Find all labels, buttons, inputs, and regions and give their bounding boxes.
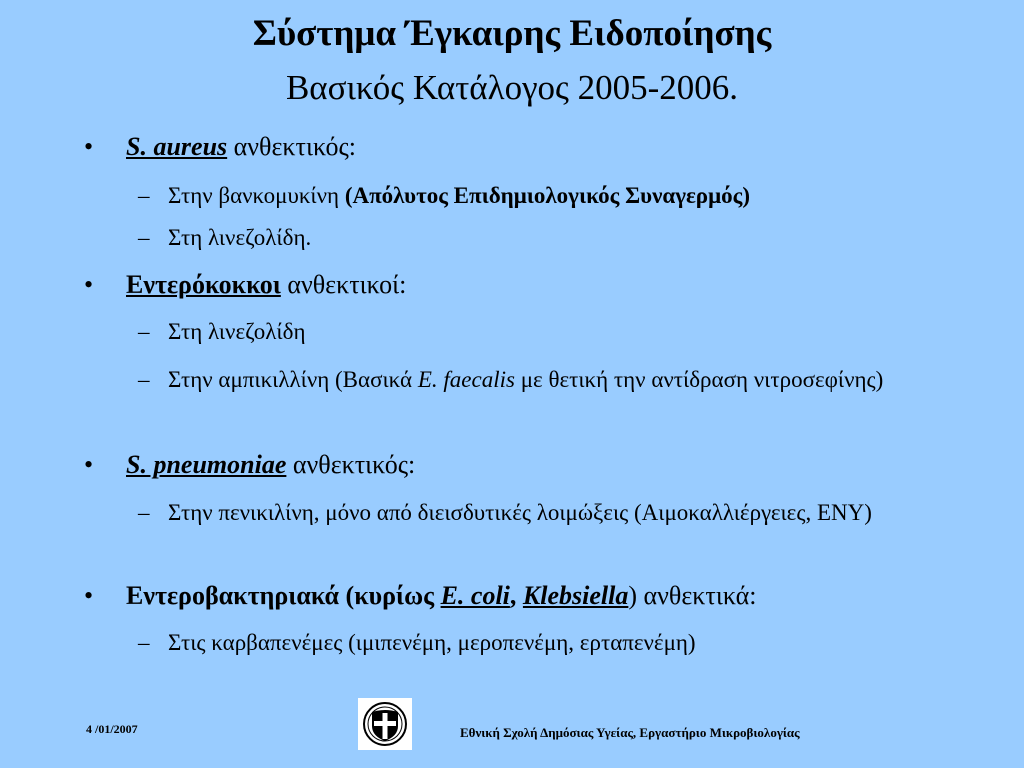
bullet-text: ανθεκτικοί:	[280, 270, 407, 299]
sub-item	[138, 626, 998, 660]
slide-title: Σύστημα Έγκαιρης Ειδοποίησης	[252, 13, 772, 54]
bullet-text: Εντεροβακτηριακά (κυρίως	[126, 581, 441, 610]
sub-text: με θετική την αντίδραση νιτροσεφίνης)	[514, 367, 884, 392]
bullet-marker: •	[84, 581, 94, 610]
dash-marker: –	[138, 367, 150, 392]
footer-date: 4 /01/2007	[86, 722, 138, 736]
dash-marker: –	[138, 225, 150, 250]
organism-name: Klebsiella	[522, 581, 629, 610]
sub-text: Στην βανκομυκίνη	[168, 183, 345, 208]
sub-text: Στη λινεζολίδη.	[168, 225, 312, 250]
sub-text: Στην αμπικιλλίνη (Βασικά	[168, 367, 418, 392]
sub-item	[138, 315, 998, 349]
sub-item	[138, 496, 998, 530]
organism-name: Εντερόκοκκοι	[126, 270, 281, 299]
sub-text: Στην πενικιλίνη, μόνο από διεισδυτικές λοιμώξεις (Αιμοκαλλιέργειες, ΕΝΥ)	[168, 500, 872, 525]
organism-name: E. faecalis	[417, 367, 515, 392]
separator: ,	[509, 581, 523, 610]
organism-name: E. coli	[440, 581, 510, 610]
dash-marker: –	[138, 319, 150, 344]
bullet-marker: •	[84, 450, 94, 479]
slide-subtitle: Βασικός Κατάλογος 2005-2006.	[285, 68, 739, 107]
sub-text: Στη λινεζολίδη	[168, 319, 306, 344]
sub-item	[138, 363, 998, 397]
sub-text: Στις καρβαπενέμες (ιμιπενέμη, μεροπενέμη, ερταπενέμη)	[168, 630, 696, 655]
bullet-text: ) ανθεκτικά:	[628, 581, 757, 610]
bullet-marker: •	[84, 132, 94, 161]
dash-marker: –	[138, 183, 150, 208]
sub-item	[138, 221, 998, 255]
organism-name: S. pneumoniae	[126, 450, 287, 479]
dash-marker: –	[138, 630, 150, 655]
emblem-icon	[358, 698, 412, 750]
bullet-text: ανθεκτικός:	[286, 450, 416, 479]
sub-item	[138, 179, 998, 213]
organism-name: S. aureus	[126, 132, 228, 161]
bullet-marker: •	[84, 270, 94, 299]
bullet-text: ανθεκτικός:	[227, 132, 357, 161]
alert-text: (Απόλυτος Επιδημιολογικός Συναγερμός)	[344, 183, 751, 208]
dash-marker: –	[138, 500, 150, 525]
footer-institution: Εθνική Σχολή Δημόσιας Υγείας, Εργαστήριο Μικροβιολογίας	[460, 725, 800, 740]
